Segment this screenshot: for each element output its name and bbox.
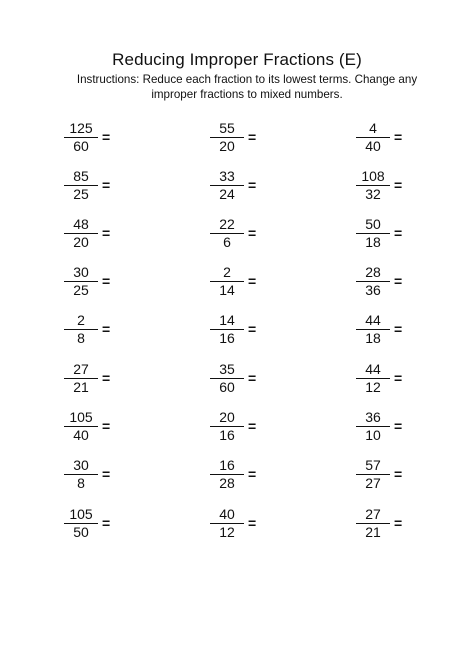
fraction — [64, 169, 98, 202]
fraction-problem — [356, 259, 402, 303]
fraction-numerator: 30 — [73, 263, 89, 280]
fraction-denominator: 24 — [219, 185, 235, 202]
fraction-numerator: 50 — [365, 215, 381, 232]
fraction-denominator: 12 — [219, 523, 235, 540]
equals-sign: = — [394, 370, 403, 386]
fraction — [210, 169, 244, 202]
equals-sign: = — [248, 177, 257, 193]
fraction — [210, 217, 244, 250]
fraction-problem — [64, 501, 110, 545]
fraction-problem — [356, 452, 402, 496]
fraction-numerator: 30 — [73, 456, 89, 473]
equals-sign: = — [248, 225, 257, 241]
fraction — [64, 121, 98, 154]
fraction-problem — [210, 404, 256, 448]
equals-sign: = — [248, 273, 257, 289]
fraction-numerator: 55 — [219, 119, 235, 136]
equals-sign: = — [394, 177, 403, 193]
equals-sign: = — [248, 466, 257, 482]
fraction — [64, 410, 98, 443]
fraction-denominator: 6 — [223, 233, 231, 250]
equals-sign: = — [394, 321, 403, 337]
fraction-denominator: 28 — [219, 474, 235, 491]
fraction-numerator: 27 — [73, 360, 89, 377]
fraction-denominator: 10 — [365, 426, 381, 443]
fraction-numerator: 57 — [365, 456, 381, 473]
fraction-numerator: 36 — [365, 408, 381, 425]
fraction-problem — [64, 452, 110, 496]
fraction-numerator: 28 — [365, 263, 381, 280]
equals-sign: = — [394, 273, 403, 289]
instructions-line-2: improper fractions to mixed numbers. — [151, 88, 343, 101]
fraction-denominator: 25 — [73, 281, 89, 298]
equals-sign: = — [102, 129, 111, 145]
equals-sign: = — [102, 370, 111, 386]
fraction-numerator: 35 — [219, 360, 235, 377]
equals-sign: = — [394, 466, 403, 482]
fraction-numerator: 20 — [219, 408, 235, 425]
fraction-denominator: 20 — [219, 137, 235, 154]
fraction — [64, 458, 98, 491]
equals-sign: = — [102, 225, 111, 241]
fraction — [356, 121, 390, 154]
fraction-denominator: 40 — [73, 426, 89, 443]
fraction-denominator: 21 — [73, 378, 89, 395]
fraction-numerator: 105 — [69, 505, 93, 522]
fraction-denominator: 8 — [77, 474, 85, 491]
worksheet-title: Reducing Improper Fractions (E) — [112, 50, 362, 69]
fraction-problem — [210, 307, 256, 351]
fraction-denominator: 27 — [365, 474, 381, 491]
fraction — [64, 265, 98, 298]
fraction — [356, 313, 390, 346]
fraction — [64, 313, 98, 346]
fraction-numerator: 22 — [219, 215, 235, 232]
fraction-problem — [356, 501, 402, 545]
fraction-numerator: 2 — [223, 263, 231, 280]
fraction — [356, 410, 390, 443]
equals-sign: = — [248, 370, 257, 386]
equals-sign: = — [102, 273, 111, 289]
fraction — [210, 458, 244, 491]
fraction-problem — [356, 115, 402, 159]
fraction-numerator: 44 — [365, 360, 381, 377]
fraction-numerator: 48 — [73, 215, 89, 232]
fraction-denominator: 25 — [73, 185, 89, 202]
fraction-denominator: 60 — [73, 137, 89, 154]
fraction — [356, 458, 390, 491]
fraction-problem — [210, 163, 256, 207]
fraction-denominator: 16 — [219, 329, 235, 346]
fraction — [210, 507, 244, 540]
fraction — [64, 217, 98, 250]
fraction — [356, 217, 390, 250]
fraction-problem — [64, 259, 110, 303]
equals-sign: = — [248, 515, 257, 531]
fraction-problem — [356, 211, 402, 255]
fraction — [210, 121, 244, 154]
fraction-numerator: 33 — [219, 167, 235, 184]
fraction-numerator: 85 — [73, 167, 89, 184]
fraction-problem — [210, 115, 256, 159]
fraction-numerator: 105 — [69, 408, 93, 425]
fraction — [356, 169, 390, 202]
fraction-problem — [64, 307, 110, 351]
fraction-problem — [64, 163, 110, 207]
equals-sign: = — [394, 515, 403, 531]
fraction — [356, 265, 390, 298]
fraction-problem — [64, 211, 110, 255]
equals-sign: = — [102, 321, 111, 337]
fraction-numerator: 2 — [77, 311, 85, 328]
fraction-problem — [210, 259, 256, 303]
equals-sign: = — [102, 177, 111, 193]
fraction — [64, 507, 98, 540]
fraction-problem — [356, 356, 402, 400]
fraction-numerator: 40 — [219, 505, 235, 522]
fraction-problem — [64, 404, 110, 448]
fraction — [210, 410, 244, 443]
fraction-problem — [356, 307, 402, 351]
fraction-denominator: 18 — [365, 233, 381, 250]
fraction-denominator: 36 — [365, 281, 381, 298]
fraction-denominator: 14 — [219, 281, 235, 298]
instructions-line-1: Instructions: Reduce each fraction to its lowest terms. Change any — [76, 73, 418, 86]
fraction-problem — [356, 404, 402, 448]
equals-sign: = — [102, 418, 111, 434]
fraction-denominator: 8 — [77, 329, 85, 346]
fraction-denominator: 40 — [365, 137, 381, 154]
fraction — [210, 265, 244, 298]
equals-sign: = — [394, 225, 403, 241]
fraction-problem — [210, 501, 256, 545]
fraction-numerator: 4 — [369, 119, 377, 136]
fraction-numerator: 27 — [365, 505, 381, 522]
fraction-numerator: 16 — [219, 456, 235, 473]
fraction-denominator: 21 — [365, 523, 381, 540]
equals-sign: = — [248, 129, 257, 145]
fraction-denominator: 32 — [365, 185, 381, 202]
fraction — [64, 362, 98, 395]
fraction — [210, 313, 244, 346]
fraction — [210, 362, 244, 395]
fraction-problem — [210, 452, 256, 496]
fraction-numerator: 14 — [219, 311, 235, 328]
equals-sign: = — [102, 515, 111, 531]
fraction — [356, 362, 390, 395]
fraction-denominator: 16 — [219, 426, 235, 443]
fraction — [356, 507, 390, 540]
fraction-denominator: 12 — [365, 378, 381, 395]
fraction-problem — [356, 163, 402, 207]
equals-sign: = — [394, 129, 403, 145]
fraction-numerator: 125 — [69, 119, 93, 136]
worksheet-instructions — [60, 72, 434, 102]
fraction-denominator: 18 — [365, 329, 381, 346]
equals-sign: = — [248, 321, 257, 337]
equals-sign: = — [394, 418, 403, 434]
fraction-problem — [210, 211, 256, 255]
equals-sign: = — [102, 466, 111, 482]
fraction-problem — [64, 356, 110, 400]
fraction-denominator: 60 — [219, 378, 235, 395]
fraction-denominator: 50 — [73, 523, 89, 540]
fraction-denominator: 20 — [73, 233, 89, 250]
fraction-problem — [64, 115, 110, 159]
fraction-numerator: 108 — [361, 167, 385, 184]
fraction-numerator: 44 — [365, 311, 381, 328]
fraction-problem — [210, 356, 256, 400]
equals-sign: = — [248, 418, 257, 434]
